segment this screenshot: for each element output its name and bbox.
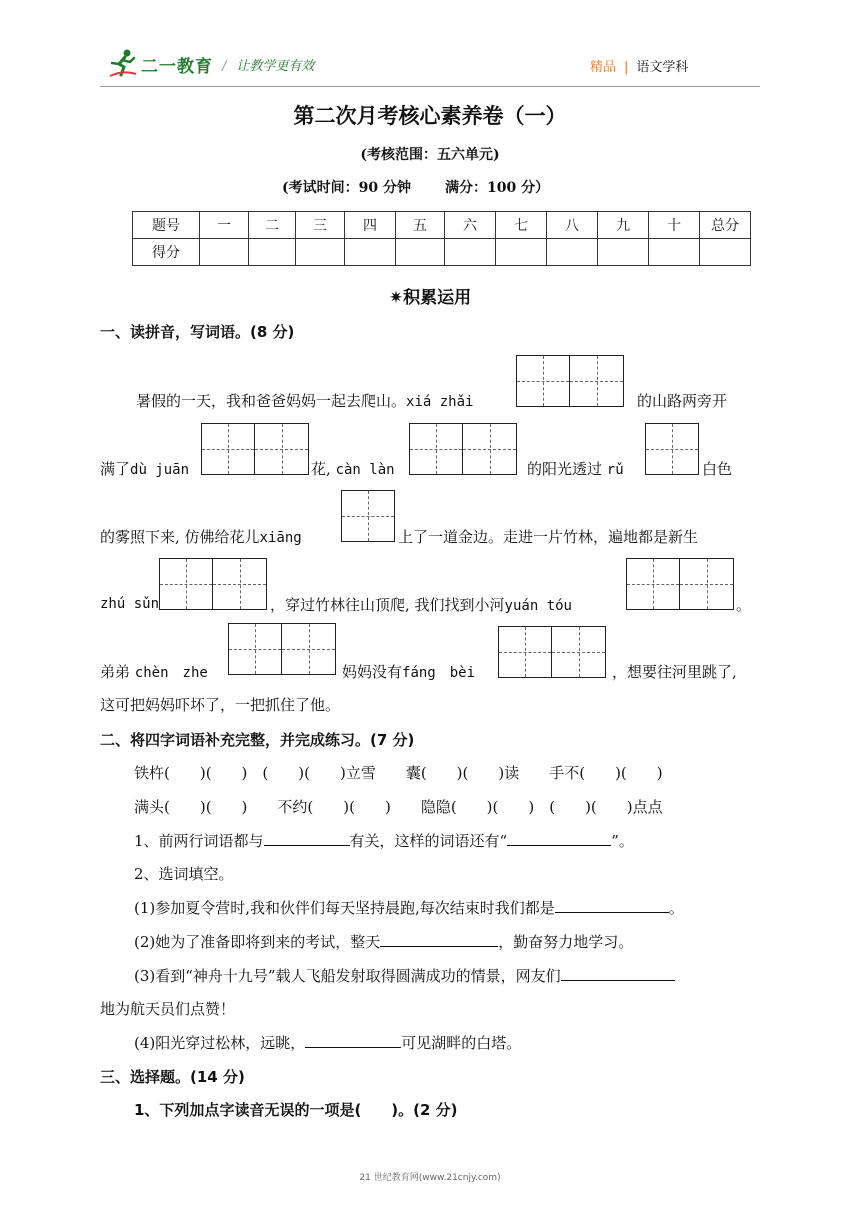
exam-info: [282, 177, 549, 197]
fill-item-1: [134, 897, 684, 918]
q2-text: 。: [668, 899, 684, 917]
pinyin-label: dù juān: [130, 462, 190, 478]
writing-grid[interactable]: [341, 490, 395, 542]
q1-text: 满了: [100, 460, 131, 478]
pinyin-label: chèn zhe: [134, 665, 208, 681]
q1-text: ，穿过竹林往山顶爬, 我们找到小河: [270, 596, 505, 614]
answer-blank[interactable]: [561, 966, 675, 981]
exam-time: (考试时间：90 分钟: [282, 180, 411, 196]
score-entry-cell: [547, 239, 598, 266]
score-entry-cell: [496, 239, 547, 266]
q2-subquestion-1: [134, 830, 634, 851]
question-3-heading: 三、选择题。(14 分): [100, 1068, 245, 1086]
q1-line2-mid: [311, 458, 395, 479]
q2-text: ”。: [611, 832, 634, 850]
writing-grid[interactable]: [516, 355, 624, 407]
table-cell: 六: [445, 212, 496, 239]
score-entry-cell: [396, 239, 445, 266]
table-cell: 总分: [700, 212, 751, 239]
table-cell: 得分: [133, 239, 200, 266]
q2-text: 1、前两行词语都与: [134, 832, 264, 850]
q2-text: (4)阳光穿过松林，远眺，: [134, 1034, 306, 1052]
answer-blank[interactable]: [305, 1033, 401, 1048]
q2-text: (1)参加夏令营时,我和伙伴们每天坚持晨跑,每次结束时我们都是: [134, 899, 555, 917]
q1-line2: [100, 458, 189, 479]
table-cell: 题号: [133, 212, 200, 239]
q3-subquestion-1: 1、下列加点字读音无误的一项是( )。(2 分): [134, 1101, 458, 1119]
writing-grid[interactable]: [159, 558, 267, 610]
writing-grid[interactable]: [626, 558, 734, 610]
q2-text: (3)看到“神舟十九号”载人飞船发射取得圆满成功的情景，网友们: [134, 967, 561, 985]
q2-text: (2)她为了准备即将到来的考试，整天: [134, 933, 381, 951]
q2-text: 可见湖畔的白塔。: [401, 1034, 522, 1052]
q1-line2-end: 白色: [702, 460, 733, 478]
exam-scope: (考核范围：五六单元): [360, 147, 500, 163]
q1-line3-end: 上了一道金边。走进一片竹林，遍地都是新生: [398, 528, 699, 546]
pinyin-label: yuán tóu: [504, 598, 572, 614]
runner-logo-icon: [108, 48, 138, 78]
header-right: [590, 56, 688, 75]
writing-grid[interactable]: [201, 423, 309, 475]
q1-line4-mid: [270, 594, 572, 615]
score-entry-cell: [296, 239, 345, 266]
q1-line5-mid: [342, 661, 475, 682]
table-cell: 五: [396, 212, 445, 239]
score-entry-cell: [445, 239, 496, 266]
table-cell: 三: [296, 212, 345, 239]
subject-tag: 语文学科: [636, 60, 689, 75]
q1-line5-end: ，想要往河里跳了,: [612, 663, 737, 681]
q2-text: 有关，这样的词语还有“: [349, 832, 508, 850]
fill-item-4: [134, 1032, 521, 1053]
fill-item-3: [134, 965, 675, 986]
q2-text: ，勤奋努力地学习。: [498, 933, 634, 951]
page-title: 第二次月考核心素养卷（一）: [293, 104, 567, 128]
answer-blank[interactable]: [380, 932, 498, 947]
slogan-separator: /: [222, 59, 227, 74]
pinyin-label: xiá zhǎi: [406, 394, 474, 410]
answer-blank[interactable]: [264, 831, 350, 846]
pinyin-label: rǔ: [606, 462, 624, 478]
header-divider: |: [624, 60, 629, 75]
score-table-score-row: [133, 239, 751, 266]
score-entry-cell: [200, 239, 249, 266]
question-1-heading: 一、读拼音，写词语。(8 分): [100, 323, 295, 341]
q1-text: 暑假的一天，我和爸爸妈妈一起去爬山。: [136, 392, 407, 410]
writing-grid[interactable]: [228, 623, 336, 675]
q1-line1-end: 的山路两旁开: [637, 392, 728, 410]
header-divider-line: [100, 86, 760, 87]
score-entry-cell: [649, 239, 700, 266]
q1-text: 妈妈没有: [342, 663, 403, 681]
idiom-row-1: 铁杵( )( ) ( )( )立雪 囊( )( )读 手不( )( ): [134, 764, 663, 782]
table-cell: 八: [547, 212, 598, 239]
q1-text: 花,: [311, 460, 331, 478]
score-table-header-row: [133, 212, 751, 239]
section-heading: ✷积累运用: [388, 288, 472, 308]
q2-subquestion-2: 2、选词填空。: [134, 865, 234, 883]
writing-grid[interactable]: [498, 626, 606, 678]
pinyin-label: xiāng: [259, 530, 302, 546]
q1-line5: [100, 661, 208, 682]
answer-blank[interactable]: [507, 831, 611, 846]
page-footer: 21 世纪教育网(www.21cnjy.com): [359, 1173, 501, 1183]
q1-line4: [100, 594, 159, 612]
table-cell: 四: [345, 212, 396, 239]
brand-slogan: [222, 55, 314, 74]
table-cell: 二: [249, 212, 296, 239]
q1-line1: [136, 390, 473, 411]
q1-text: 弟弟: [100, 663, 131, 681]
full-score: 满分：100 分）: [444, 180, 550, 196]
q1-line3: [100, 526, 302, 547]
table-cell: 七: [496, 212, 547, 239]
q1-line6: 这可把妈妈吓坏了，一把抓住了他。: [100, 696, 341, 714]
q1-line4-end: 。: [736, 596, 752, 614]
idiom-row-2: 满头( )( ) 不约( )( ) 隐隐( )( ) ( )( )点点: [134, 798, 663, 816]
answer-blank[interactable]: [555, 898, 669, 913]
table-cell: 九: [598, 212, 649, 239]
table-cell: 一: [200, 212, 249, 239]
score-entry-cell: [345, 239, 396, 266]
score-table: [132, 211, 751, 266]
score-entry-cell: [700, 239, 751, 266]
question-2-heading: 二、将四字词语补充完整，并完成练习。(7 分): [100, 731, 415, 749]
slogan-text: 让教学更有效: [236, 59, 315, 74]
pinyin-label: zhú sǔn: [100, 596, 160, 612]
fill-item-3-cont: 地为航天员们点赞！: [100, 1000, 236, 1018]
table-cell: 十: [649, 212, 700, 239]
quality-tag: 精品: [590, 60, 617, 75]
writing-grid[interactable]: [409, 423, 517, 475]
q1-text: 的雾照下来, 仿佛给花儿: [100, 528, 260, 546]
q1-text: 的阳光透过: [527, 460, 603, 478]
q1-line2-mid2: [527, 458, 624, 479]
pinyin-label: fáng bèi: [402, 665, 476, 681]
score-entry-cell: [598, 239, 649, 266]
pinyin-label: càn làn: [335, 462, 395, 478]
score-entry-cell: [249, 239, 296, 266]
fill-item-2: [134, 931, 633, 952]
writing-grid[interactable]: [645, 423, 699, 475]
brand-logo-text: 二一教育: [141, 57, 213, 77]
